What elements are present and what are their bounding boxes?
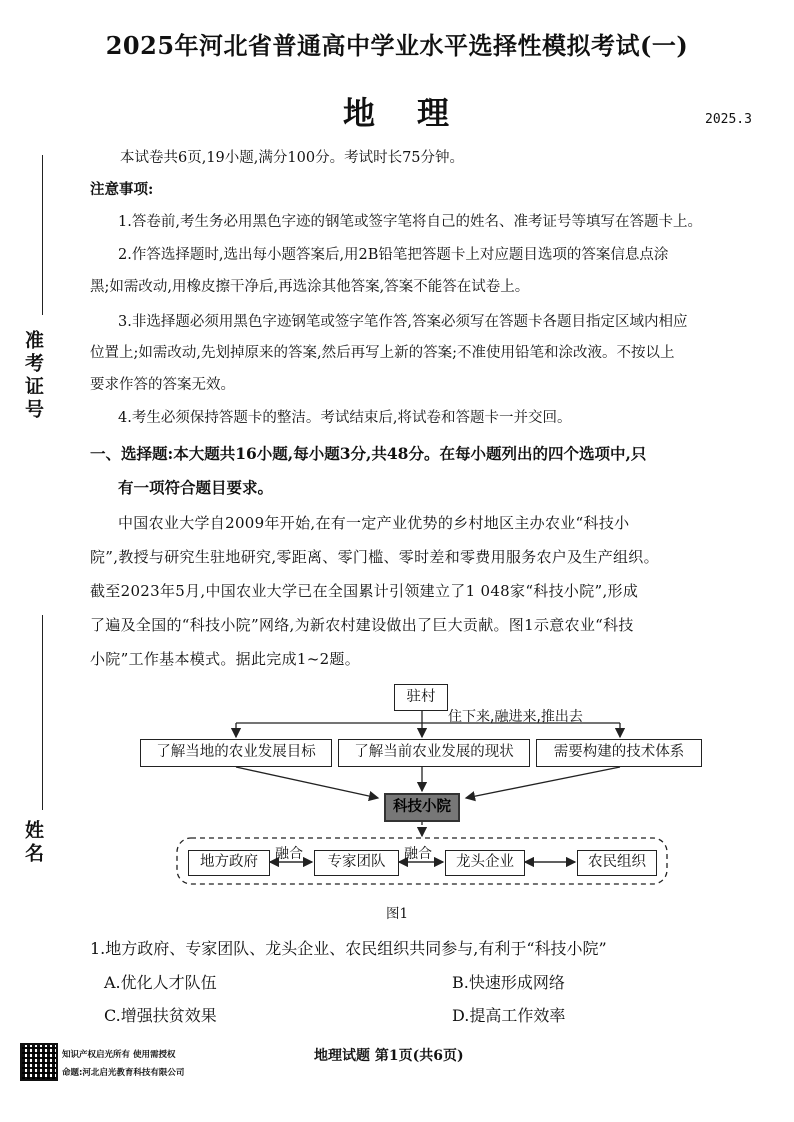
question-1-option-a: A.优化人才队伍 [104,973,217,992]
exam-date: 2025.3 [705,112,752,127]
notice-item-3-line-2: 位置上;如需改动,先划掉原来的答案,然后再写上新的答案;不准使用铅笔和涂改液。不按以上 [90,345,675,361]
question-1-option-c: C.增强扶贫效果 [104,1006,217,1025]
figure-top-note: 住下来,融进来,推出去 [448,709,583,725]
passage-line-5: 小院”工作基本模式。据此完成1~2题。 [90,650,361,668]
question-1-option-b: B.快速形成网络 [452,973,565,992]
figure-merge-label-1: 融合 [275,846,303,862]
passage-line-3: 截至2023年5月,中国农业大学已在全国累计引领建立了1 048家“科技小院”,形成 [90,582,639,600]
exam-title: 2025年河北省普通高中学业水平选择性模拟考试(一) [105,31,689,60]
section-1-heading-line-1: 一、选择题:本大题共16小题,每小题3分,共48分。在每小题列出的四个选项中,只 [90,444,647,463]
notice-item-4: 4.考生必须保持答题卡的整洁。考试结束后,将试卷和答题卡一并交回。 [118,410,572,426]
section-1-heading-line-2: 有一项符合题目要求。 [118,478,274,497]
figure-caption: 图1 [385,906,409,922]
passage-line-2: 院”,教授与研究生驻地研究,零距离、零门槛、零时差和零费用服务农户及生产组织。 [90,548,659,566]
notice-heading: 注意事项: [90,181,154,198]
notice-item-2-line-1: 2.作答选择题时,选出每小题答案后,用2B铅笔把答题卡上对应题目选项的答案信息点涂 [118,247,669,263]
question-1-stem: 1.地方政府、专家团队、龙头企业、农民组织共同参与,有利于“科技小院” [90,939,607,958]
figure-node-tech-system: 需要构建的技术体系 [536,739,702,767]
footer-page-number: 地理试题 第1页(共6页) [314,1048,464,1064]
figure-node-science-courtyard: 科技小院 [384,793,460,822]
figure-node-leading-enterprise: 龙头企业 [445,850,525,876]
figure-node-local-goal: 了解当地的农业发展目标 [140,739,332,767]
passage-line-1: 中国农业大学自2009年开始,在有一定产业优势的乡村地区主办农业“科技小 [118,514,630,532]
figure-merge-label-2: 融合 [404,846,432,862]
name-label: 姓名 [22,820,44,866]
exam-intro: 本试卷共6页,19小题,满分100分。考试时长75分钟。 [120,150,465,166]
figure-node-expert-team: 专家团队 [314,850,399,876]
id-number-label: 准考证号 [22,330,44,422]
footer-author: 命题:河北启光教育科技有限公司 [62,1068,185,1078]
notice-item-1: 1.答卷前,考生务必用黑色字迹的钢笔或签字笔将自己的姓名、准考证号等填写在答题卡上。 [118,214,702,230]
figure-node-farmer-organization: 农民组织 [577,850,657,876]
footer-copyright: 知识产权启光所有 使用需授权 [62,1050,176,1060]
figure-node-station-village: 驻村 [394,684,448,711]
passage-line-4: 了遍及全国的“科技小院”网络,为新农村建设做出了巨大贡献。图1示意农业“科技 [90,616,634,634]
qr-code [20,1043,58,1081]
subject-char-2: 理 [417,94,452,132]
question-1-option-d: D.提高工作效率 [452,1006,566,1025]
notice-item-2-line-2: 黑;如需改动,用橡皮擦干净后,再选涂其他答案,答案不能答在试卷上。 [90,279,530,295]
notice-item-3-line-1: 3.非选择题必须用黑色字迹钢笔或签字笔作答,答案必须写在答题卡各题目指定区域内相应 [118,314,688,330]
figure-node-current-status: 了解当前农业发展的现状 [338,739,530,767]
figure-node-local-government: 地方政府 [188,850,270,876]
subject-char-1: 地 [342,94,377,132]
notice-item-3-line-3: 要求作答的答案无效。 [90,377,235,393]
